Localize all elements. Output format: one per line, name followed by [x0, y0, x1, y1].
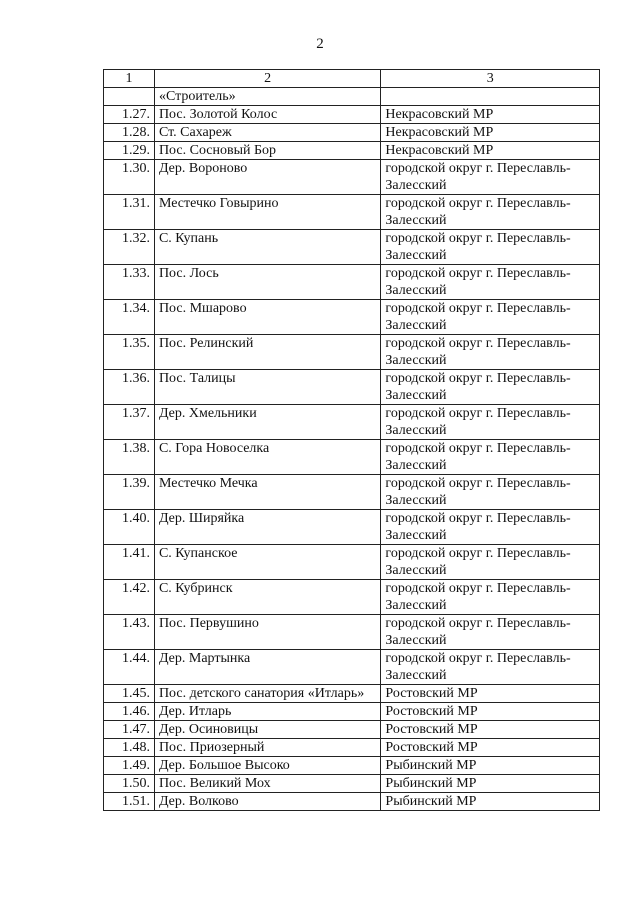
district-name: городской округ г. Переславль-Залесский [381, 230, 600, 265]
settlement-name: Пос. Золотой Колос [154, 106, 380, 124]
table-row [104, 580, 600, 615]
district-name [381, 88, 600, 106]
district-name: городской округ г. Переславль-Залесский [381, 160, 600, 195]
settlement-name: С. Купанское [154, 545, 380, 580]
row-number: 1.31. [104, 195, 155, 230]
district-name: городской округ г. Переславль-Залесский [381, 440, 600, 475]
row-number [104, 88, 155, 106]
settlement-name: Дер. Осиновицы [154, 721, 380, 739]
district-name: городской округ г. Переславль-Залесский [381, 580, 600, 615]
row-number: 1.40. [104, 510, 155, 545]
settlement-name: Местечко Мечка [154, 475, 380, 510]
row-number: 1.38. [104, 440, 155, 475]
table-row [104, 739, 600, 757]
table-row [104, 300, 600, 335]
page-number: 2 [316, 36, 324, 52]
district-name: городской округ г. Переславль-Залесский [381, 615, 600, 650]
table-row [104, 142, 600, 160]
settlement-name: Дер. Мартынка [154, 650, 380, 685]
row-number: 1.35. [104, 335, 155, 370]
settlement-name: Пос. Сосновый Бор [154, 142, 380, 160]
row-number: 1.43. [104, 615, 155, 650]
table-row [104, 106, 600, 124]
settlement-name: С. Купань [154, 230, 380, 265]
district-name: Некрасовский МР [381, 124, 600, 142]
row-number: 1.39. [104, 475, 155, 510]
table-row [104, 370, 600, 405]
district-name: городской округ г. Переславль-Залесский [381, 405, 600, 440]
district-name: городской округ г. Переславль-Залесский [381, 510, 600, 545]
district-name: городской округ г. Переславль-Залесский [381, 195, 600, 230]
settlement-name: Пос. Первушино [154, 615, 380, 650]
district-name: Ростовский МР [381, 703, 600, 721]
settlement-name: Дер. Ширяйка [154, 510, 380, 545]
table-row-continuation [104, 88, 600, 106]
row-number: 1.49. [104, 757, 155, 775]
district-name: городской округ г. Переславль-Залесский [381, 335, 600, 370]
table-row [104, 793, 600, 811]
row-number: 1.51. [104, 793, 155, 811]
settlement-name: Пос. Приозерный [154, 739, 380, 757]
row-number: 1.46. [104, 703, 155, 721]
table-row [104, 615, 600, 650]
table-row [104, 230, 600, 265]
settlement-name: Пос. Релинский [154, 335, 380, 370]
row-number: 1.45. [104, 685, 155, 703]
settlement-name: С. Гора Новоселка [154, 440, 380, 475]
settlement-name: Пос. Талицы [154, 370, 380, 405]
district-name: городской округ г. Переславль-Залесский [381, 265, 600, 300]
row-number: 1.48. [104, 739, 155, 757]
settlement-name: Пос. детского санатория «Итларь» [154, 685, 380, 703]
settlement-name: «Строитель» [154, 88, 380, 106]
district-name: Ростовский МР [381, 721, 600, 739]
district-name: Рыбинский МР [381, 757, 600, 775]
row-number: 1.33. [104, 265, 155, 300]
table-row [104, 195, 600, 230]
row-number: 1.30. [104, 160, 155, 195]
row-number: 1.37. [104, 405, 155, 440]
table-row [104, 757, 600, 775]
district-name: Рыбинский МР [381, 775, 600, 793]
settlement-name: Пос. Лось [154, 265, 380, 300]
row-number: 1.29. [104, 142, 155, 160]
table-body [104, 88, 600, 811]
row-number: 1.28. [104, 124, 155, 142]
table-row [104, 545, 600, 580]
row-number: 1.32. [104, 230, 155, 265]
table-row [104, 650, 600, 685]
district-name: Некрасовский МР [381, 142, 600, 160]
settlement-name: Ст. Сахареж [154, 124, 380, 142]
row-number: 1.36. [104, 370, 155, 405]
table-row [104, 124, 600, 142]
settlement-name: Дер. Хмельники [154, 405, 380, 440]
district-name: городской округ г. Переславль-Залесский [381, 300, 600, 335]
district-name: городской округ г. Переславль-Залесский [381, 650, 600, 685]
district-name: городской округ г. Переславль-Залесский [381, 475, 600, 510]
settlement-name: Дер. Волково [154, 793, 380, 811]
row-number: 1.47. [104, 721, 155, 739]
district-name: городской округ г. Переславль-Залесский [381, 545, 600, 580]
table-header-row [104, 70, 600, 88]
table-row [104, 775, 600, 793]
district-name: Рыбинский МР [381, 793, 600, 811]
settlement-name: Местечко Говырино [154, 195, 380, 230]
district-name: Ростовский МР [381, 685, 600, 703]
table-row [104, 335, 600, 370]
column-header-settlement: 2 [154, 70, 380, 88]
settlement-name: Дер. Итларь [154, 703, 380, 721]
row-number: 1.41. [104, 545, 155, 580]
column-header-district: 3 [381, 70, 600, 88]
district-name: Некрасовский МР [381, 106, 600, 124]
settlement-name: С. Кубринск [154, 580, 380, 615]
table-row [104, 685, 600, 703]
district-name: городской округ г. Переславль-Залесский [381, 370, 600, 405]
table-row [104, 160, 600, 195]
row-number: 1.34. [104, 300, 155, 335]
row-number: 1.44. [104, 650, 155, 685]
table-row [104, 475, 600, 510]
column-header-number: 1 [104, 70, 155, 88]
table-row [104, 510, 600, 545]
row-number: 1.27. [104, 106, 155, 124]
table-row [104, 265, 600, 300]
settlement-name: Дер. Вороново [154, 160, 380, 195]
settlement-name: Дер. Большое Высоко [154, 757, 380, 775]
settlement-name: Пос. Мшарово [154, 300, 380, 335]
table-row [104, 703, 600, 721]
table-row [104, 721, 600, 739]
row-number: 1.50. [104, 775, 155, 793]
table-row [104, 440, 600, 475]
settlement-name: Пос. Великий Мох [154, 775, 380, 793]
district-name: Ростовский МР [381, 739, 600, 757]
settlements-table [103, 69, 600, 811]
table-row [104, 405, 600, 440]
row-number: 1.42. [104, 580, 155, 615]
